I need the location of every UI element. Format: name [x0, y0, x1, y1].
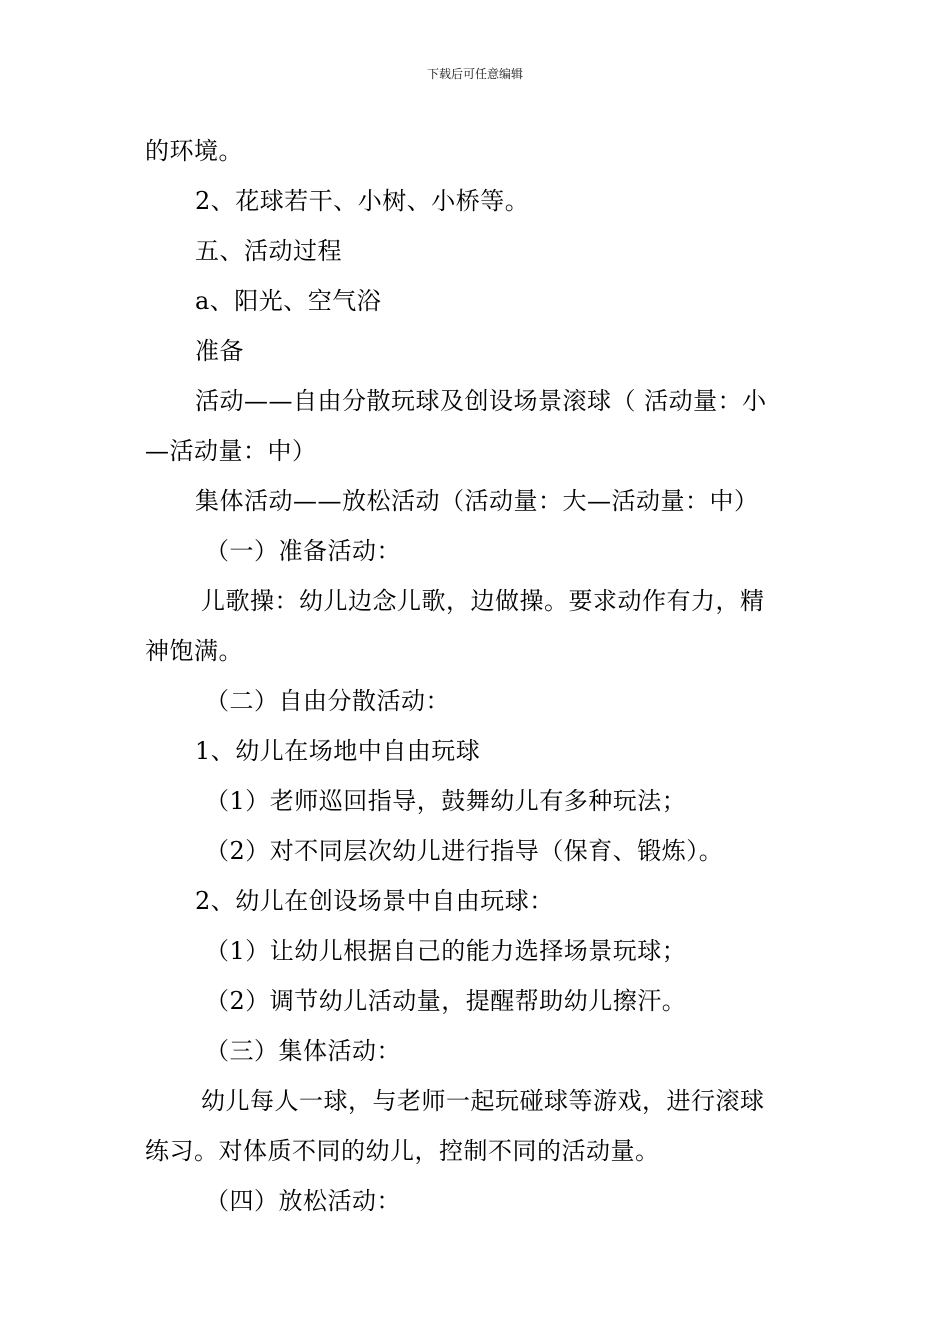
page-header: 下载后可任意编辑	[426, 67, 523, 81]
paragraph-line: 的环境。	[145, 137, 243, 165]
paragraph-line: 练习。对体质不同的幼儿，控制不同的活动量。	[145, 1137, 660, 1165]
paragraph-line: （2）调节幼儿活动量，提醒帮助幼儿擦汗。	[205, 987, 687, 1015]
subsection-heading: （四）放松活动：	[205, 1187, 401, 1215]
paragraph-line: 1、幼儿在场地中自由玩球	[195, 737, 481, 765]
paragraph-line: （2）对不同层次幼儿进行指导（保育、锻炼）。	[205, 837, 724, 865]
subsection-heading: （一）准备活动：	[205, 537, 401, 565]
paragraph-line: 2、幼儿在创设场景中自由玩球：	[195, 887, 554, 915]
document-body	[145, 126, 810, 1226]
paragraph-line: 神饱满。	[145, 637, 243, 665]
paragraph-line: a、阳光、空气浴	[195, 287, 382, 315]
paragraph-line: —活动量：中）	[145, 437, 317, 465]
paragraph-line: 2、花球若干、小树、小桥等。	[195, 187, 530, 215]
paragraph-line: 集体活动——放松活动（活动量：大—活动量：中）	[195, 487, 759, 515]
section-heading: 五、活动过程	[195, 237, 342, 265]
paragraph-line: 幼儿每人一球，与老师一起玩碰球等游戏，进行滚球	[201, 1087, 765, 1115]
paragraph-line: （1）让幼儿根据自己的能力选择场景玩球；	[205, 937, 687, 965]
subsection-heading: （三）集体活动：	[205, 1037, 401, 1065]
paragraph-line: 活动——自由分散玩球及创设场景滚球（ 活动量：小	[195, 387, 767, 415]
paragraph-line: （1）老师巡回指导，鼓舞幼儿有多种玩法；	[205, 787, 687, 815]
paragraph-line: 儿歌操：幼儿边念儿歌，边做操。要求动作有力，精	[201, 587, 765, 615]
paragraph-line: 准备	[195, 337, 244, 365]
subsection-heading: （二）自由分散活动：	[205, 687, 450, 715]
